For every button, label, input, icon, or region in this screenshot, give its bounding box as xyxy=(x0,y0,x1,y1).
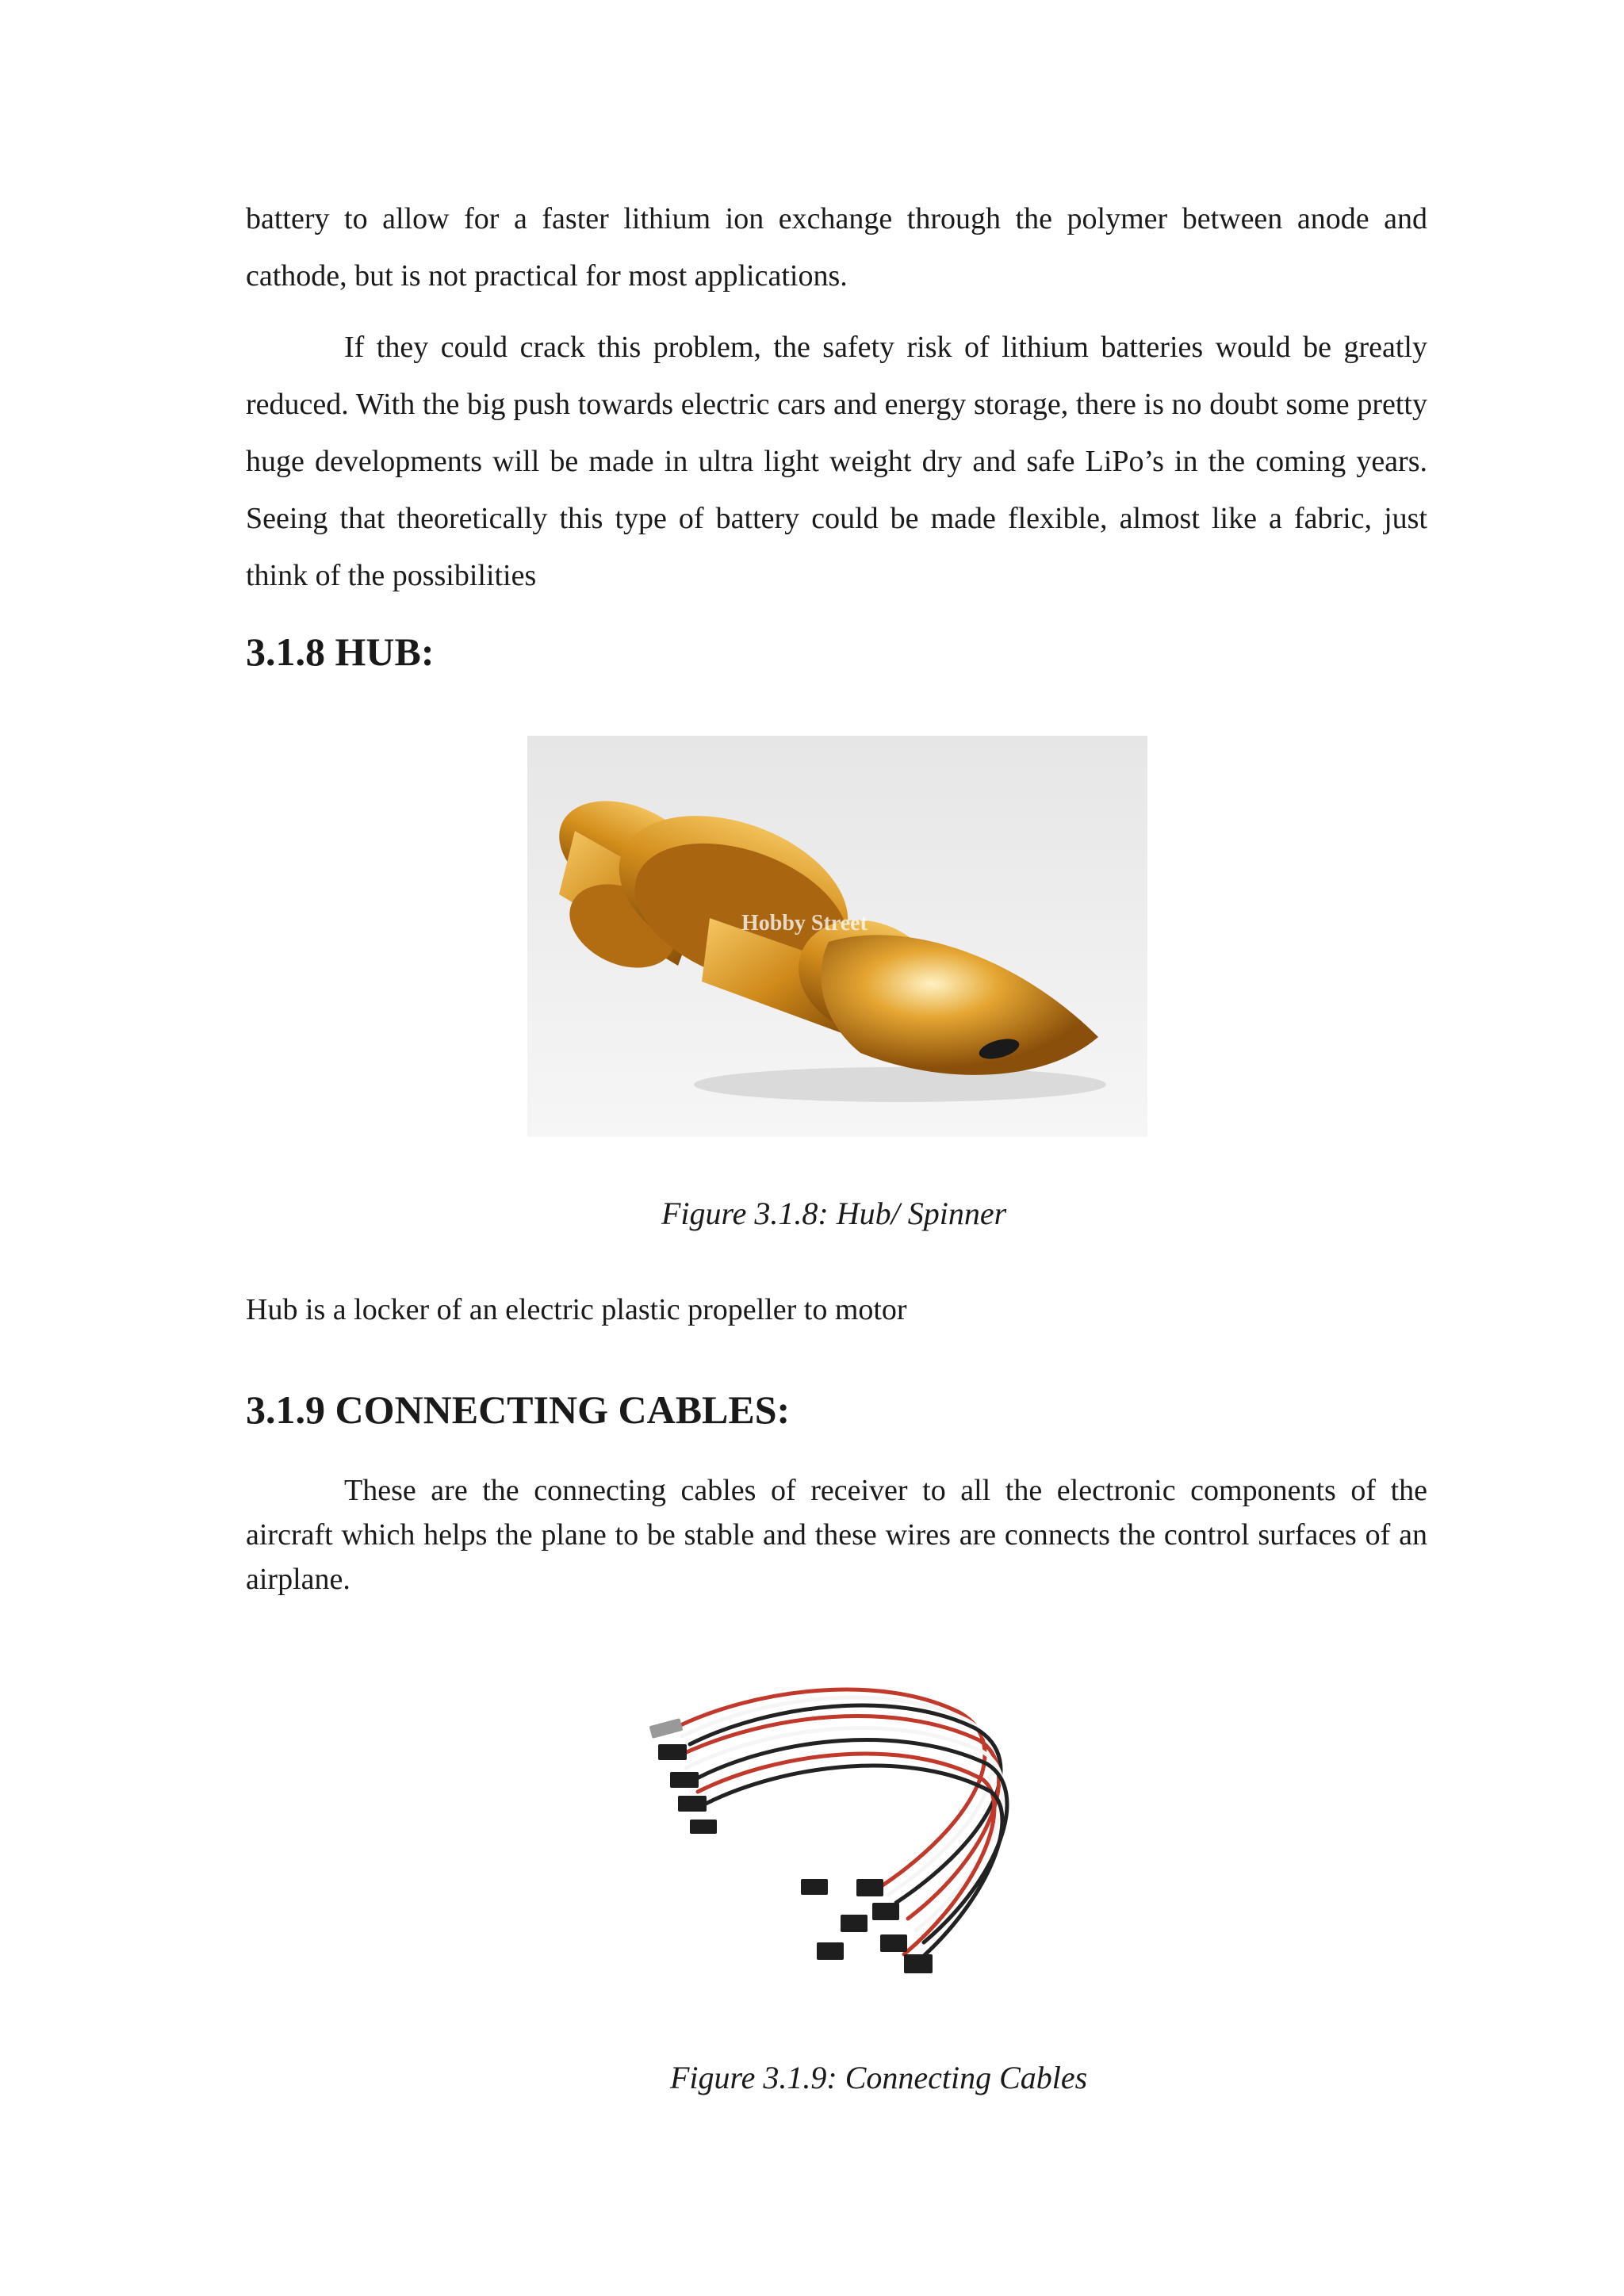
caption-hub: Figure 3.1.8: Hub/ Spinner xyxy=(661,1196,1007,1231)
heading-hub: 3.1.8 HUB: xyxy=(246,629,435,674)
caption-cables: Figure 3.1.9: Connecting Cables xyxy=(670,2060,1088,2095)
paragraph-hub-description: Hub is a locker of an electric plastic propeller to motor xyxy=(246,1293,907,1326)
paragraph-cables-description: These are the connecting cables of receiver to all the electronic components of the aircraft which helps the plane to be stable and these wires are connects the control surfaces of an airplane. xyxy=(246,1474,1427,1596)
paragraph-battery-continued: battery to allow for a faster lithium ion exchange through the polymer between anode and cathode, but is not practical for most applications. xyxy=(246,202,1427,293)
servo-cables-photo xyxy=(642,1681,1039,1998)
photo-watermark: Hobby Street xyxy=(741,911,868,936)
hub-spinner-photo xyxy=(527,736,1147,1137)
paragraph-lithium-safety: If they could crack this problem, the safety risk of lithium batteries would be greatly reduced. With the big push towards electric cars and energy storage, there is no doubt some pretty huge developments will be made in ultra light weight dry and safe LiPo’s in the coming years. Seeing that theoretically this type of battery could be made flexible, almost like a fabric, just think of the possibilities xyxy=(246,331,1427,592)
heading-connecting-cables: 3.1.9 CONNECTING CABLES: xyxy=(246,1387,791,1432)
